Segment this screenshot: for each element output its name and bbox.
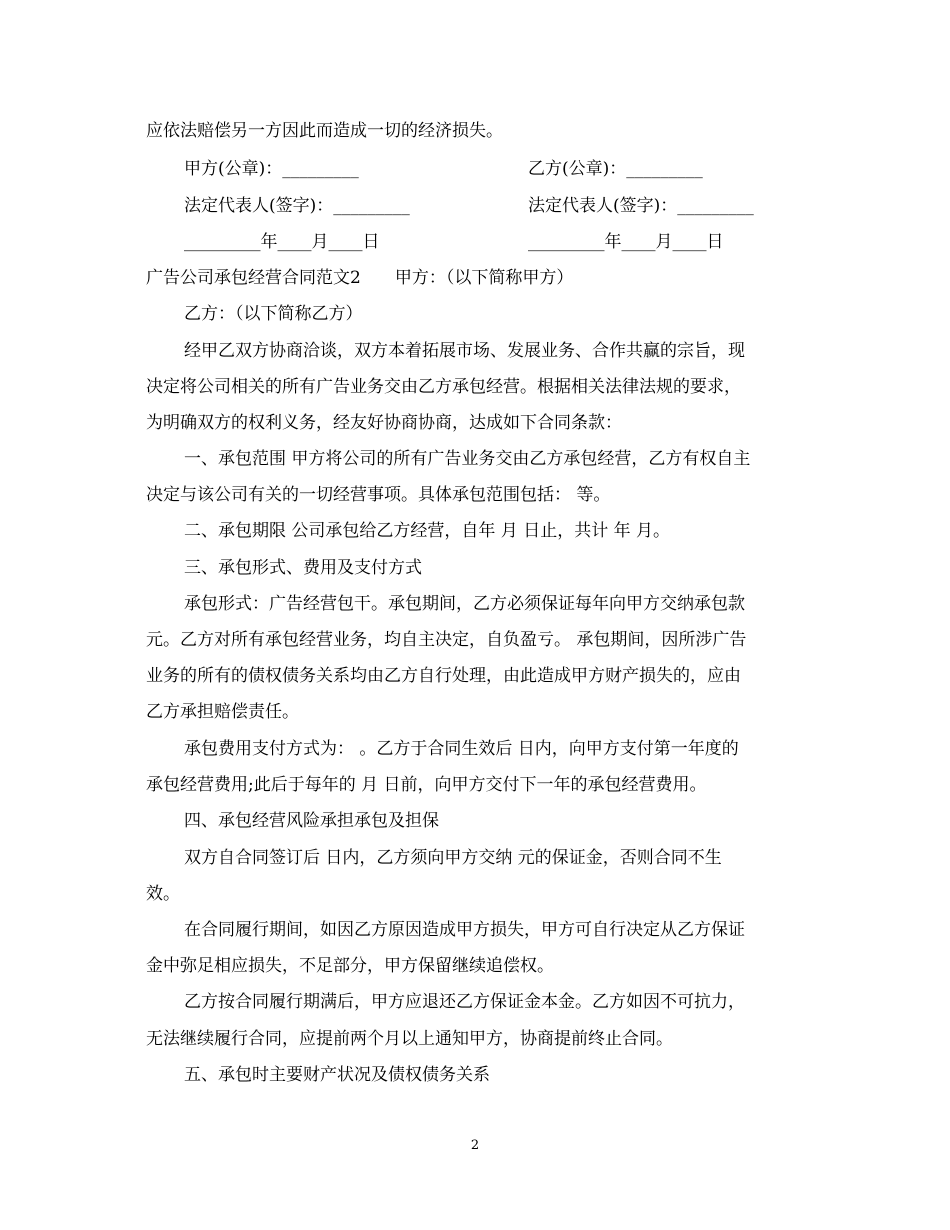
paragraph-line: 元。乙方对所有承包经营业务，均自主决定，自负盈亏。 承包期间，因所涉广告 xyxy=(146,630,747,650)
paragraph-line: 承包形式：广告经营包干。承包期间，乙方必须保证每年向甲方交纳承包款 xyxy=(184,594,745,614)
page-number: 2 xyxy=(470,1138,480,1153)
section-heading: 五、承包时主要财产状况及债权债务关系 xyxy=(184,1065,490,1085)
paragraph-line: 效。 xyxy=(146,884,180,904)
paragraph-line: 无法继续履行合同，应提前两个月以上通知甲方，协商提前终止合同。 xyxy=(146,1029,673,1049)
party-a-seal-field: 甲方(公章)：_________ xyxy=(184,159,359,179)
paragraph-line: 经甲乙双方协商洽谈，双方本着拓展市场、发展业务、合作共赢的宗旨，现 xyxy=(184,341,745,361)
paragraph-line: 二、承包期限 公司承包给乙方经营，自年 月 日止，共计 年 月。 xyxy=(184,521,671,541)
continuation-line: 应依法赔偿另一方因此而造成一切的经济损失。 xyxy=(146,121,503,141)
paragraph-line: 承包经营费用;此后于每年的 月 日前，向甲方交付下一年的承包经营费用。 xyxy=(146,775,707,795)
party-b-line: 乙方：（以下简称乙方） xyxy=(184,304,363,324)
party-b-date-field: _________年____月____日 xyxy=(528,232,724,252)
paragraph-line: 乙方按合同履行期满后，甲方应退还乙方保证金本金。乙方如因不可抗力， xyxy=(184,992,745,1012)
paragraph-line: 一、承包范围 甲方将公司的所有广告业务交由乙方承包经营，乙方有权自主 xyxy=(184,449,751,469)
paragraph-line: 业务的所有的债权债务关系均由乙方自行处理，由此造成甲方财产损失的，应由 xyxy=(146,666,741,686)
section-heading: 三、承包形式、费用及支付方式 xyxy=(184,558,422,578)
party-b-representative-field: 法定代表人(签字)：_________ xyxy=(528,196,754,216)
paragraph-line: 双方自合同签订后 日内，乙方须向甲方交纳 元的保证金，否则合同不生 xyxy=(184,848,722,868)
party-b-seal-field: 乙方(公章)：_________ xyxy=(528,159,703,179)
paragraph-line: 乙方承担赔偿责任。 xyxy=(146,702,299,722)
party-a-representative-field: 法定代表人(签字)：_________ xyxy=(184,196,410,216)
paragraph-line: 承包费用支付方式为： 。乙方于合同生效后 日内，向甲方支付第一年度的 xyxy=(184,739,739,759)
paragraph-line: 在合同履行期间，如因乙方原因造成甲方损失，甲方可自行决定从乙方保证 xyxy=(184,920,745,940)
section-heading: 四、承包经营风险承担承包及担保 xyxy=(184,811,439,831)
paragraph-line: 金中弥足相应损失，不足部分，甲方保留继续追偿权。 xyxy=(146,956,554,976)
paragraph-line: 为明确双方的权利义务，经友好协商协商，达成如下合同条款： xyxy=(146,413,622,433)
contract-heading-line: 广告公司承包经营合同范文2 甲方：（以下简称甲方） xyxy=(146,268,574,288)
paragraph-line: 决定将公司相关的所有广告业务交由乙方承包经营。根据相关法律法规的要求， xyxy=(146,377,741,397)
party-a-date-field: _________年____月____日 xyxy=(184,232,380,252)
paragraph-line: 决定与该公司有关的一切经营事项。具体承包范围包括： 等。 xyxy=(146,485,611,505)
